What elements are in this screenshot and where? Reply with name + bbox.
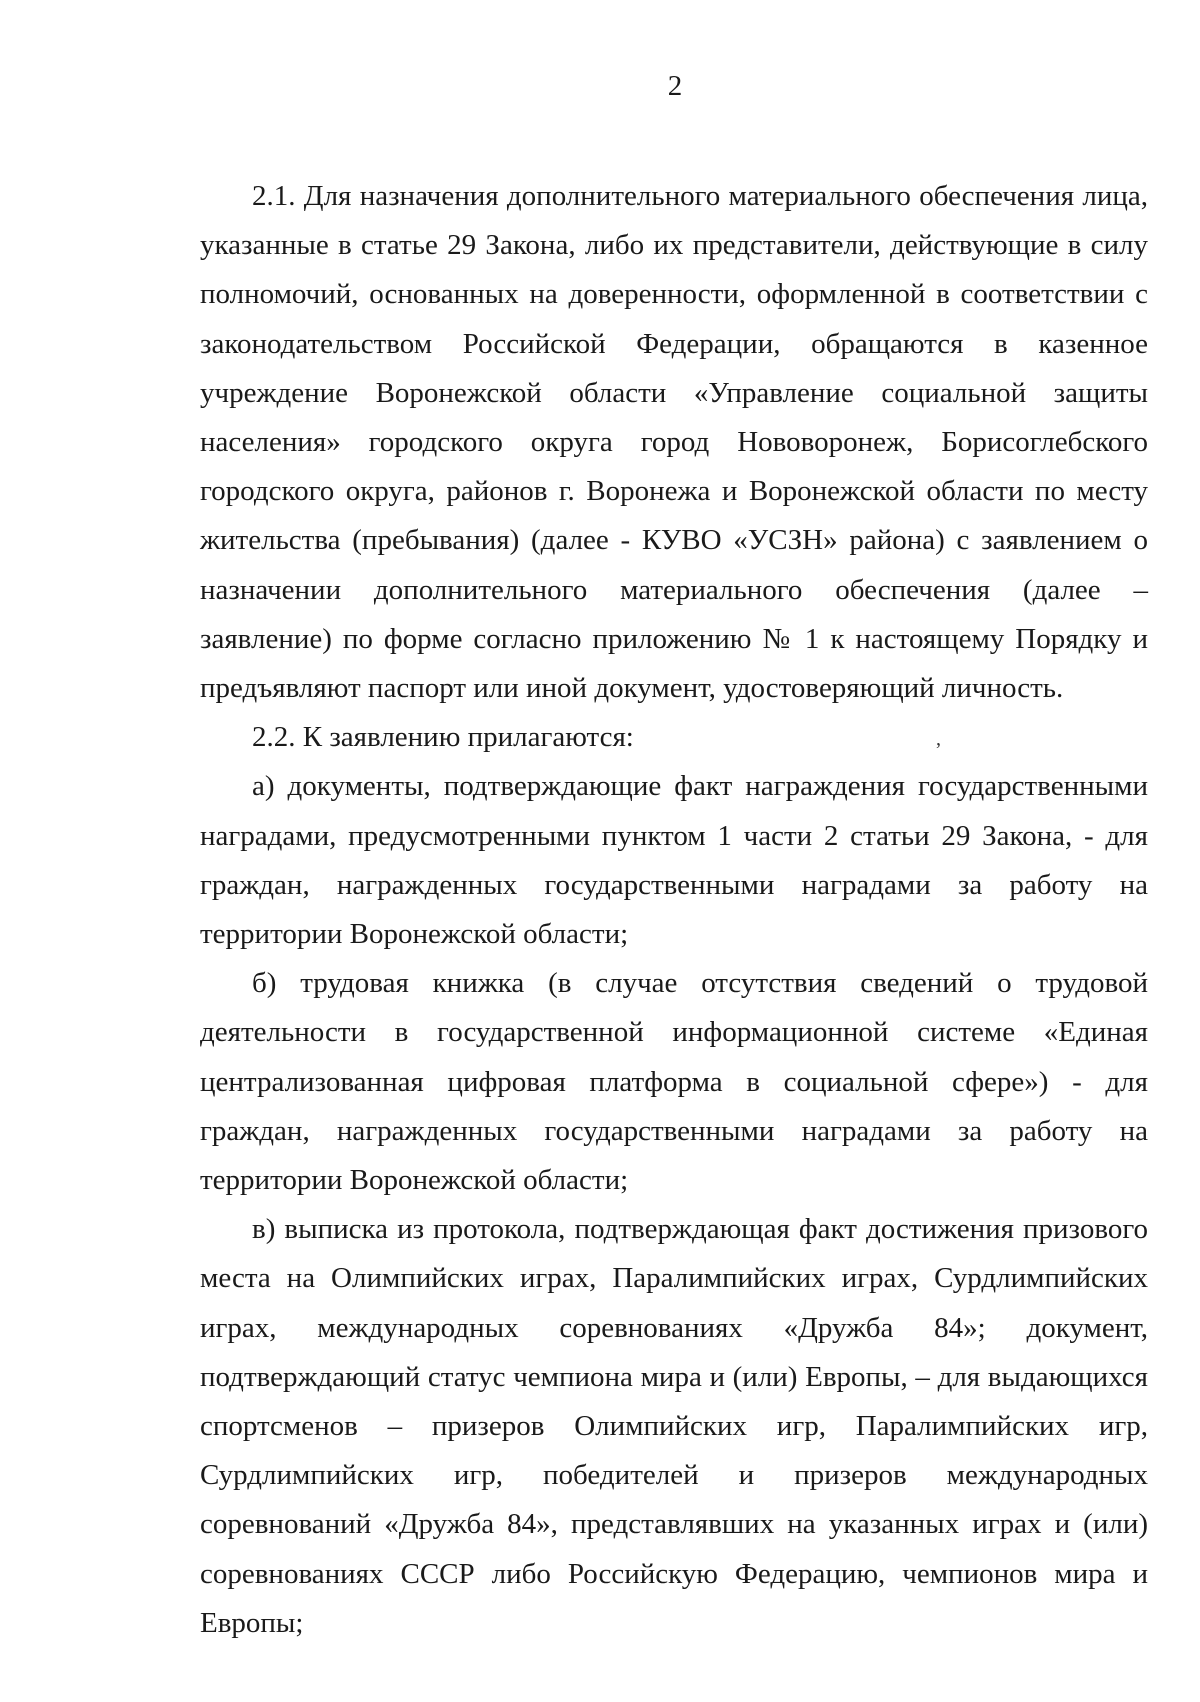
- paragraph-2-2: 2.2. К заявлению прилагаются:: [252, 721, 634, 754]
- paragraph-2-1: 2.1. Для назначения дополнительного материального обеспечения лица, указанные в статье 29 Закона, либо их представители, действующие в силу полномочий, основанных на доверенности, оформленной в соответствии с законодательством Российской Федерации, обращаются в казенное учреждение Воронежской области «Управление социальной защиты населения» городского округа город Нововоронеж, Борисоглебского городского округа, районов г. Воронежа и Воронежской области по месту жительства (пребывания) (далее - КУВО «УСЗН» района) с заявлением о назначении дополнительного материального обеспечения (далее – заявление) по форме согласно приложению № 1 к настоящему Порядку и предъявляют паспорт или иной документ, удостоверяющий личность.: [200, 180, 1148, 705]
- paragraph-a: а) документы, подтверждающие факт награждения государственными наградами, предусмотренными пунктом 1 части 2 статьи 29 Закона, - для граждан, награжденных государственными наградами за работу на территории Воронежской области;: [200, 770, 1148, 951]
- page-number: 2: [667, 70, 683, 102]
- paragraph-v: в) выписка из протокола, подтверждающая факт достижения призового места на Олимпийских играх, Паралимпийских играх, Сурдлимпийских играх, международных соревнованиях «Дружба 84»; документ, подтверждающий статус чемпиона мира и (или) Европы, – для выдающихся спортсменов – призеров Олимпийских игр, Паралимпийских игр, Сурдлимпийских игр, победителей и призеров международных соревнований «Дружба 84», представлявших на указанных играх и (или) соревнованиях СССР либо Российскую Федерацию, чемпионов мира и Европы;: [200, 1213, 1148, 1639]
- paragraph-b: б) трудовая книжка (в случае отсутствия сведений о трудовой деятельности в государственной информационной системе «Единая централизованная цифровая платформа в социальной сфере») - для граждан, награжденных государственными наградами за работу на территории Воронежской области;: [200, 967, 1148, 1197]
- document-body: [200, 172, 1148, 1648]
- stray-mark: ,: [936, 728, 941, 750]
